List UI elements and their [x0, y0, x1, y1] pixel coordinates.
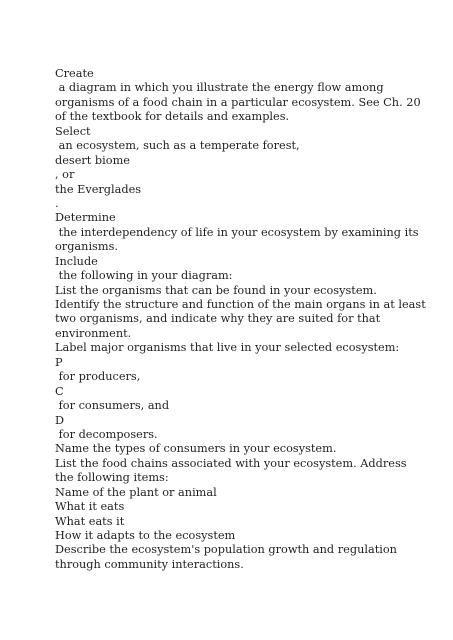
text-line: , or [55, 168, 75, 182]
text-line: Include [55, 254, 98, 268]
text-line: Identify the structure and function of the main organs in at least [55, 298, 426, 311]
text-line: How it adapts to the ecosystem [55, 529, 236, 542]
text-line: D [55, 413, 65, 427]
text-line: desert biome [55, 153, 130, 167]
text-line: a diagram in which you illustrate the energy flow among [55, 81, 384, 95]
text-line: P [55, 355, 63, 369]
text-line: the Everglades [55, 182, 142, 196]
text-line: of the textbook for details and examples. [55, 110, 290, 124]
document-body [55, 67, 445, 572]
text-line: What eats it [55, 514, 125, 528]
text-line: Label major organisms that live in your selected ecosystem: [55, 341, 400, 355]
text-line: organisms of a food chain in a particular ecosystem. See Ch. 20 [55, 95, 421, 109]
text-line: List the food chains associated with your ecosystem. Address [55, 456, 407, 470]
text-line: environment. [55, 326, 132, 340]
text-line: the interdependency of life in your ecosystem by examining its [55, 225, 419, 239]
text-line: for decomposers. [55, 427, 158, 441]
text-line: What it eats [55, 500, 125, 514]
text-line: . [55, 196, 59, 210]
text-line: Create [55, 67, 94, 80]
text-line: C [55, 384, 64, 398]
text-line: two organisms, and indicate why they are suited for that [55, 312, 381, 326]
text-line: the following items: [55, 471, 169, 485]
text-line: for consumers, and [55, 399, 170, 413]
text-line: Determine [55, 211, 116, 225]
text-line: the following in your diagram: [55, 269, 233, 283]
text-line: Name the types of consumers in your ecosystem. [55, 442, 337, 456]
text-line: for producers, [55, 370, 141, 384]
text-line: Select [55, 124, 91, 138]
text-line: through community interactions. [55, 557, 244, 571]
text-line: Describe the ecosystem's population growth and regulation [55, 543, 397, 557]
text-line: an ecosystem, such as a temperate forest, [55, 139, 300, 153]
text-line: List the organisms that can be found in your ecosystem. [55, 283, 377, 297]
text-line: Name of the plant or animal [55, 485, 217, 499]
text-line: organisms. [55, 240, 118, 254]
